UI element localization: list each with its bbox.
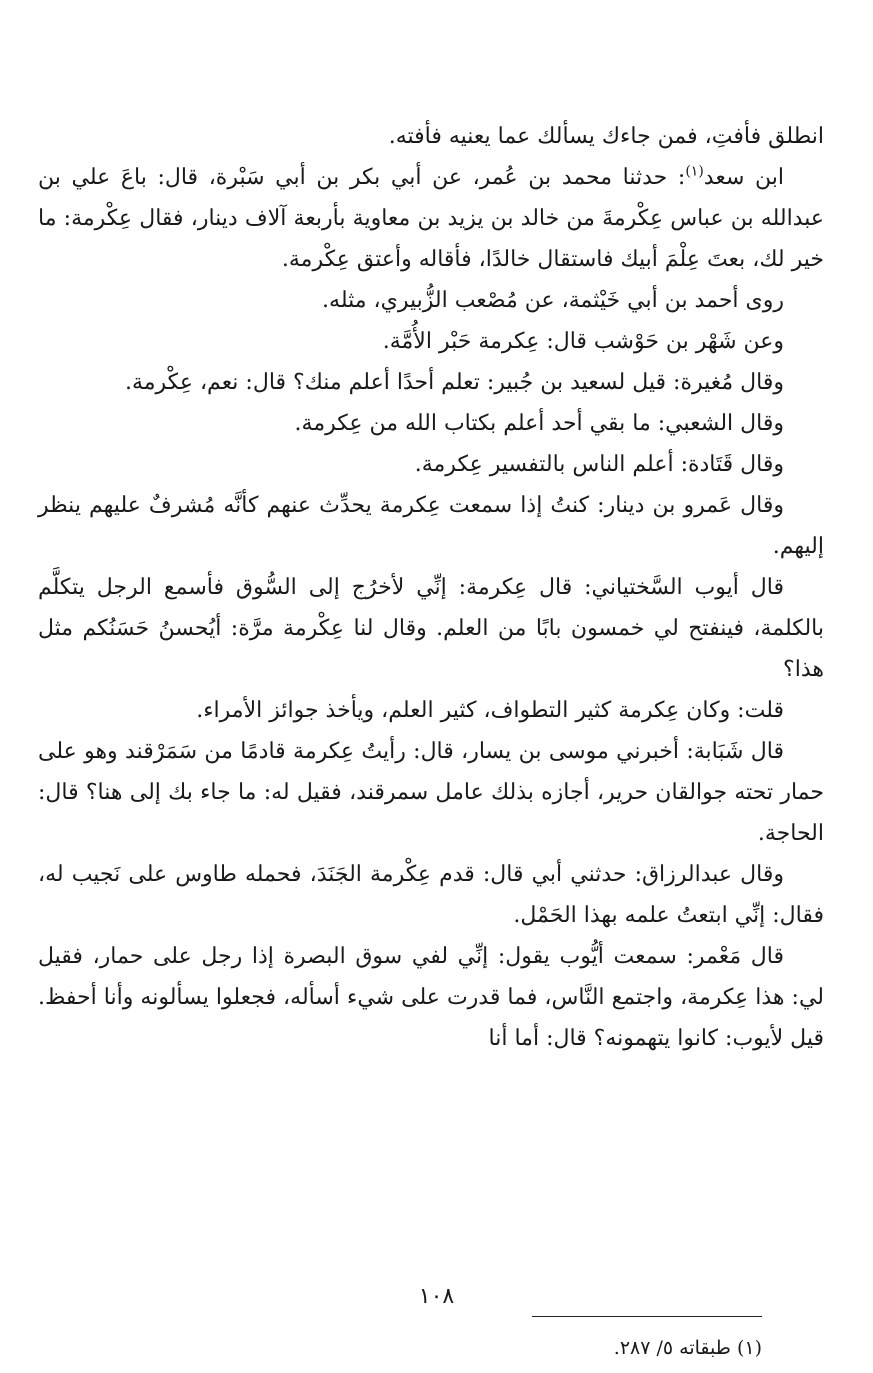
paragraph: قال شَبَابة: أخبرني موسى بن يسار، قال: رأيتُ عِكرمة قادمًا من سَمَرْقند وهو على حمار تحته جوالقان حرير، أجازه بذلك عامل سمرقند، فقيل له: ما جاء بك إلى هنا؟ قال: الحاجة.: [38, 739, 824, 846]
author-name: ابن سعد: [703, 165, 784, 190]
paragraph: [38, 157, 824, 280]
footnote-reference: (١): [685, 163, 704, 180]
paragraph-text: : حدثنا محمد بن عُمر، عن أبي بكر بن أبي سَبْرة، قال: باعَ علي بن عبدالله بن عباس عِكْرمةَ من خالد بن يزيد بن معاوية بأربعة آلاف دينار، فقال عِكْرمة: ما خير لك، بعتَ عِلْمَ أبيك فاستقال خالدًا، فأقاله وأعتق عِكْرمة.: [38, 165, 824, 272]
paragraph: وقال عَمرو بن دينار: كنتُ إذا سمعت عِكرمة يحدِّث عنهم كأنَّه مُشرفٌ عليهم ينظر إليهم.: [38, 493, 824, 559]
paragraph: وقال مُغيرة: قيل لسعيد بن جُبير: تعلم أحدًا أعلم منك؟ قال: نعم، عِكْرمة.: [124, 370, 784, 395]
paragraph: وقال عبدالرزاق: حدثني أبي قال: قدم عِكْرمة الجَنَدَ، فحمله طاوس على نَجيب له، فقال: إنِّي ابتعتُ علمه بهذا الحَمْل.: [38, 862, 824, 928]
paragraph: وعن شَهْر بن حَوْشب قال: عِكرمة حَبْر الأُمَّة.: [382, 329, 784, 354]
page-number: ١٠٨: [418, 1284, 455, 1309]
paragraph: روى أحمد بن أبي خَيْثمة، عن مُصْعب الزُّبيري، مثله.: [322, 288, 784, 313]
paragraph: وقال قَتَادة: أعلم الناس بالتفسير عِكرمة.: [414, 452, 784, 477]
footnote-divider: [532, 1316, 762, 1317]
footnote: [614, 1334, 762, 1362]
paragraph: وقال الشعبي: ما بقي أحد أعلم بكتاب الله من عِكرمة.: [294, 411, 784, 436]
main-text: [38, 116, 824, 1059]
paragraph: قلت: وكان عِكرمة كثير التطواف، كثير العلم، ويأخذ جوائز الأمراء.: [196, 698, 784, 723]
footnote-text: طبقاته ٥/ ٢٨٧.: [613, 1337, 731, 1359]
paragraph: قال أيوب السَّختياني: قال عِكرمة: إنِّي لأخرُج إلى السُّوق فأسمع الرجل يتكلَّم بالكلمة، فينفتح لي خمسون بابًا من العلم. وقال لنا عِكْرمة مرَّة: أيُحسنُ حَسَنُكم مثل هذا؟: [38, 575, 824, 682]
paragraph: قال مَعْمر: سمعت أيُّوب يقول: إنِّي لفي سوق البصرة إذا رجل على حمار، فقيل لي: هذا عِكرمة، واجتمع النَّاس، فما قدرت على شيء أسأله، فجعلوا يسألونه وأنا أحفظ. قيل لأيوب: كانوا يتهمونه؟ قال: أما أنا: [38, 944, 824, 1051]
paragraph: انطلق فأفتِ، فمن جاءك يسألك عما يعنيه فأفته.: [388, 124, 824, 149]
footnote-marker: (١): [736, 1337, 762, 1359]
